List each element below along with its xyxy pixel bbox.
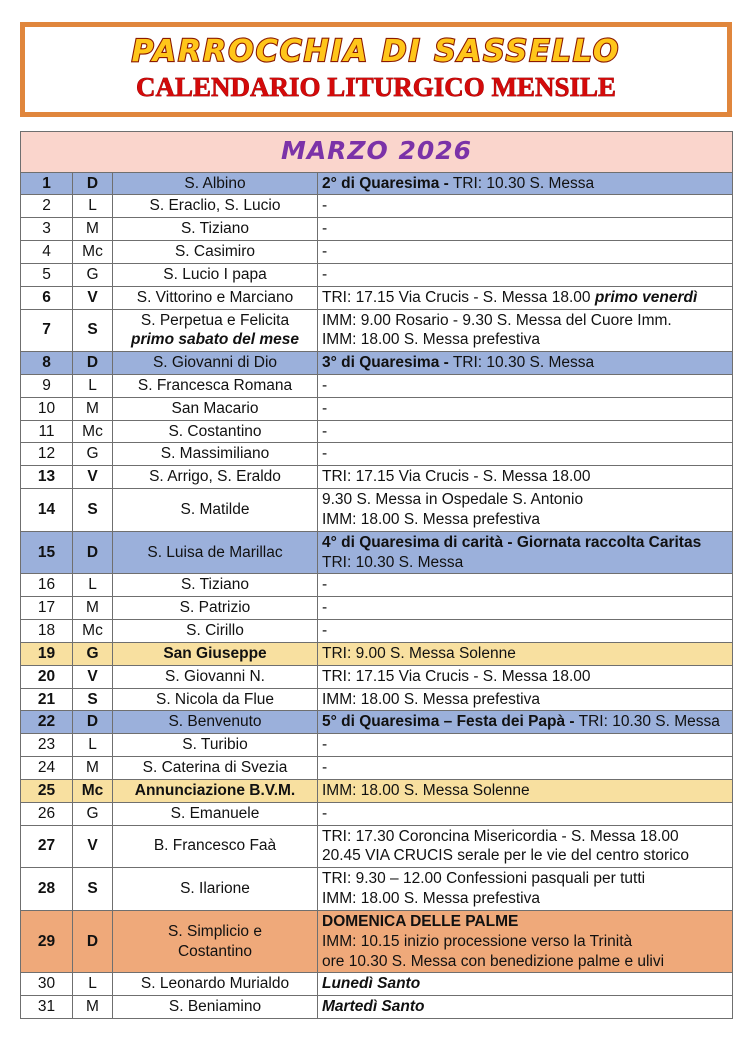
events-cell (318, 489, 733, 532)
weekday-letter-cell: L (73, 973, 113, 996)
event-line: IMM: 10.15 inizio processione verso la Trinità (322, 932, 633, 950)
calendar-row (21, 996, 733, 1019)
events-cell (318, 375, 733, 398)
saint-name-line: S. Leonardo Murialdo (140, 975, 290, 993)
page-subtitle: CALENDARIO LITURGICO MENSILE (135, 71, 617, 102)
event-line: DOMENICA DELLE PALME (322, 912, 519, 930)
saint-name-line: S. Albino (184, 174, 246, 192)
weekday-letter-cell: L (73, 574, 113, 597)
saint-name-line: S. Caterina di Svezia (142, 759, 288, 777)
calendar-row (21, 665, 733, 688)
calendar-row (21, 263, 733, 286)
day-number-cell: 10 (21, 397, 73, 420)
day-number-cell: 14 (21, 489, 73, 532)
calendar-row (21, 397, 733, 420)
saint-name-cell (113, 466, 318, 489)
calendar-row (21, 531, 733, 574)
saint-name-cell (113, 263, 318, 286)
saint-name-line: S. Lucio I papa (163, 265, 267, 283)
weekday-letter-cell: Mc (73, 779, 113, 802)
events-cell (318, 973, 733, 996)
saint-name-line: S. Casimiro (174, 243, 256, 261)
saint-name-line: San Macario (171, 399, 259, 417)
saint-name-line: S. Benvenuto (168, 713, 262, 731)
calendar-row (21, 286, 733, 309)
events-cell (318, 574, 733, 597)
saint-name-cell (113, 241, 318, 264)
saint-name-cell (113, 531, 318, 574)
events-cell (318, 397, 733, 420)
event-line: - (322, 197, 328, 215)
calendar-row (21, 195, 733, 218)
saint-name-cell (113, 195, 318, 218)
day-number-cell: 31 (21, 996, 73, 1019)
day-number-cell: 7 (21, 309, 73, 352)
weekday-letter-cell: D (73, 531, 113, 574)
saint-name-line: S. Perpetua e Felicita (140, 311, 290, 329)
event-line: IMM: 9.00 Rosario - 9.30 S. Messa del Cuore Imm. (322, 311, 672, 329)
event-line: TRI: 9.30 – 12.00 Confessioni pasquali per tutti (322, 870, 646, 888)
saint-name-cell (113, 597, 318, 620)
event-line: - (322, 736, 328, 754)
event-line: - (322, 576, 328, 594)
calendar-row (21, 825, 733, 868)
saint-name-line: S. Simplicio e (168, 922, 262, 940)
event-line: 3° di Quaresima - TRI: 10.30 S. Messa (322, 354, 595, 372)
events-cell (318, 420, 733, 443)
event-line: IMM: 18.00 S. Messa prefestiva (322, 890, 540, 908)
day-number-cell: 22 (21, 711, 73, 734)
saint-name-cell (113, 443, 318, 466)
calendar-row (21, 779, 733, 802)
day-number-cell: 30 (21, 973, 73, 996)
saint-name-line: S. Luisa de Marillac (147, 543, 283, 561)
day-number-cell: 12 (21, 443, 73, 466)
saint-name-line: S. Tiziano (180, 576, 250, 594)
day-number-cell: 13 (21, 466, 73, 489)
events-cell (318, 597, 733, 620)
saint-name-cell (113, 397, 318, 420)
events-cell (318, 443, 733, 466)
saint-name-cell (113, 802, 318, 825)
weekday-letter-cell: D (73, 172, 113, 195)
event-line: TRI: 9.00 S. Messa Solenne (322, 644, 516, 662)
event-line: - (322, 599, 328, 617)
saint-name-cell (113, 779, 318, 802)
weekday-letter-cell: M (73, 597, 113, 620)
saint-name-cell (113, 757, 318, 780)
saint-name-line: S. Turibio (182, 736, 248, 754)
events-cell (318, 757, 733, 780)
saint-name-line: S. Ilarione (180, 880, 250, 898)
day-number-cell: 11 (21, 420, 73, 443)
day-number-cell: 29 (21, 910, 73, 972)
events-cell (318, 218, 733, 241)
events-cell (318, 241, 733, 264)
day-number-cell: 9 (21, 375, 73, 398)
saint-name-cell (113, 996, 318, 1019)
weekday-letter-cell: G (73, 263, 113, 286)
event-line: 4° di Quaresima di carità - Giornata raccolta Caritas (322, 533, 702, 551)
event-line: - (322, 377, 328, 394)
month-label-cell (21, 131, 733, 172)
calendar-row (21, 802, 733, 825)
day-number-cell: 19 (21, 642, 73, 665)
event-line: TRI: 17.15 Via Crucis - S. Messa 18.00 (322, 667, 591, 685)
event-line: - (322, 759, 328, 777)
events-cell (318, 172, 733, 195)
weekday-letter-cell: Mc (73, 420, 113, 443)
day-number-cell: 21 (21, 688, 73, 711)
event-line: ore 10.30 S. Messa con benedizione palme e ulivi (322, 952, 665, 970)
calendar-row (21, 642, 733, 665)
event-line: - (322, 422, 328, 440)
events-cell (318, 620, 733, 643)
events-cell (318, 309, 733, 352)
saint-name-line: S. Giovanni di Dio (152, 354, 278, 372)
event-line: IMM: 18.00 S. Messa prefestiva (322, 510, 540, 528)
day-number-cell: 5 (21, 263, 73, 286)
weekday-letter-cell: D (73, 352, 113, 375)
calendar-row (21, 973, 733, 996)
event-line: TRI: 10.30 S. Messa (322, 553, 464, 571)
events-cell (318, 996, 733, 1019)
event-line: TRI: 17.30 Coroncina Misericordia - S. Messa 18.00 (322, 827, 679, 845)
events-cell (318, 868, 733, 911)
weekday-letter-cell: G (73, 443, 113, 466)
events-cell (318, 665, 733, 688)
events-cell (318, 263, 733, 286)
saint-name-cell (113, 574, 318, 597)
calendar-row (21, 420, 733, 443)
events-cell (318, 802, 733, 825)
event-line: Martedì Santo (322, 998, 425, 1016)
saint-name-cell (113, 642, 318, 665)
event-line: - (322, 243, 328, 261)
event-line: - (322, 220, 328, 238)
saint-name-cell (113, 489, 318, 532)
events-cell (318, 688, 733, 711)
saint-name-line: S. Eraclio, S. Lucio (149, 197, 281, 215)
day-number-cell: 23 (21, 734, 73, 757)
events-cell (318, 642, 733, 665)
month-header-row (21, 131, 733, 172)
saint-name-line: Annunciazione B.V.M. (134, 781, 296, 799)
weekday-letter-cell: V (73, 466, 113, 489)
day-number-cell: 4 (21, 241, 73, 264)
day-number-cell: 17 (21, 597, 73, 620)
saint-name-subline: Costantino (177, 942, 253, 960)
weekday-letter-cell: L (73, 734, 113, 757)
day-number-cell: 26 (21, 802, 73, 825)
weekday-letter-cell: S (73, 309, 113, 352)
saint-name-cell (113, 734, 318, 757)
saint-name-cell (113, 711, 318, 734)
events-cell (318, 531, 733, 574)
saint-name-cell (113, 309, 318, 352)
calendar-table-wrapper (20, 131, 732, 1019)
day-number-cell: 18 (21, 620, 73, 643)
day-number-cell: 24 (21, 757, 73, 780)
events-cell (318, 910, 733, 972)
day-number-cell: 20 (21, 665, 73, 688)
calendar-row (21, 757, 733, 780)
liturgical-calendar-table (20, 131, 733, 1019)
day-number-cell: 28 (21, 868, 73, 911)
weekday-letter-cell: D (73, 910, 113, 972)
weekday-letter-cell: M (73, 397, 113, 420)
event-line: - (322, 622, 328, 640)
calendar-row (21, 489, 733, 532)
calendar-row (21, 597, 733, 620)
weekday-letter-cell: V (73, 825, 113, 868)
calendar-row (21, 868, 733, 911)
calendar-row (21, 375, 733, 398)
events-cell (318, 286, 733, 309)
weekday-letter-cell: L (73, 375, 113, 398)
event-line: - (322, 445, 328, 463)
weekday-letter-cell: D (73, 711, 113, 734)
saint-name-line: S. Beniamino (168, 998, 262, 1016)
day-number-cell: 6 (21, 286, 73, 309)
calendar-row (21, 443, 733, 466)
events-cell (318, 352, 733, 375)
day-number-cell: 16 (21, 574, 73, 597)
header-banner (20, 22, 732, 117)
event-line: IMM: 18.00 S. Messa Solenne (322, 781, 530, 799)
saint-name-line: S. Arrigo, S. Eraldo (149, 468, 281, 486)
events-cell (318, 779, 733, 802)
saint-name-line: S. Vittorino e Marciano (136, 288, 294, 306)
saint-name-line: San Giuseppe (163, 644, 267, 662)
day-number-cell: 15 (21, 531, 73, 574)
saint-name-cell (113, 973, 318, 996)
day-number-cell: 8 (21, 352, 73, 375)
event-line: - (322, 399, 328, 417)
weekday-letter-cell: S (73, 868, 113, 911)
calendar-row (21, 711, 733, 734)
saint-name-cell (113, 218, 318, 241)
event-line: 20.45 VIA CRUCIS serale per le vie del centro storico (322, 847, 690, 865)
day-number-cell: 25 (21, 779, 73, 802)
event-line: Lunedì Santo (322, 975, 421, 993)
events-cell (318, 825, 733, 868)
saint-name-cell (113, 825, 318, 868)
saint-name-line: S. Cirillo (186, 622, 244, 640)
saint-name-cell (113, 910, 318, 972)
weekday-letter-cell: M (73, 757, 113, 780)
events-cell (318, 466, 733, 489)
weekday-letter-cell: S (73, 489, 113, 532)
saint-name-line: S. Tiziano (180, 220, 250, 238)
event-line: 9.30 S. Messa in Ospedale S. Antonio (322, 491, 584, 509)
saint-name-cell (113, 352, 318, 375)
weekday-letter-cell: Mc (73, 241, 113, 264)
events-cell (318, 711, 733, 734)
weekday-letter-cell: V (73, 286, 113, 309)
calendar-row (21, 352, 733, 375)
saint-name-cell (113, 172, 318, 195)
saint-name-line: S. Massimiliano (160, 445, 270, 463)
day-number-cell: 1 (21, 172, 73, 195)
saint-name-subline: primo sabato del mese (131, 331, 299, 349)
calendar-row (21, 172, 733, 195)
saint-name-cell (113, 620, 318, 643)
weekday-letter-cell: M (73, 218, 113, 241)
saint-name-cell (113, 420, 318, 443)
saint-name-line: S. Francesca Romana (137, 377, 293, 394)
event-line: - (322, 804, 328, 822)
calendar-row (21, 574, 733, 597)
weekday-letter-cell: V (73, 665, 113, 688)
saint-name-line: S. Nicola da Flue (155, 690, 275, 708)
weekday-letter-cell: L (73, 195, 113, 218)
events-cell (318, 734, 733, 757)
day-number-cell: 27 (21, 825, 73, 868)
page-title: PARROCCHIA DI SASSELLO (131, 34, 621, 69)
saint-name-cell (113, 665, 318, 688)
saint-name-cell (113, 688, 318, 711)
events-cell (318, 195, 733, 218)
month-label: MARZO 2026 (280, 135, 473, 165)
event-line: TRI: 17.15 Via Crucis - S. Messa 18.00 (322, 468, 591, 486)
weekday-letter-cell: S (73, 688, 113, 711)
event-line: TRI: 17.15 Via Crucis - S. Messa 18.00 primo venerdì (322, 288, 698, 306)
saint-name-cell (113, 868, 318, 911)
saint-name-line: S. Costantino (168, 422, 262, 440)
calendar-row (21, 466, 733, 489)
calendar-row (21, 910, 733, 972)
event-line: 5° di Quaresima – Festa dei Papà - TRI: 10.30 S. Messa (322, 713, 720, 731)
day-number-cell: 3 (21, 218, 73, 241)
calendar-row (21, 309, 733, 352)
weekday-letter-cell: Mc (73, 620, 113, 643)
event-line: IMM: 18.00 S. Messa prefestiva (322, 690, 540, 708)
saint-name-cell (113, 375, 318, 398)
saint-name-line: S. Emanuele (170, 804, 260, 822)
weekday-letter-cell: G (73, 802, 113, 825)
day-number-cell: 2 (21, 195, 73, 218)
calendar-row (21, 734, 733, 757)
event-line: 2° di Quaresima - TRI: 10.30 S. Messa (322, 174, 595, 192)
saint-name-line: S. Matilde (180, 501, 250, 519)
calendar-row (21, 688, 733, 711)
calendar-row (21, 218, 733, 241)
saint-name-line: S. Giovanni N. (165, 667, 265, 685)
weekday-letter-cell: G (73, 642, 113, 665)
saint-name-line: B. Francesco Faà (153, 837, 277, 855)
weekday-letter-cell: M (73, 996, 113, 1019)
event-line: - (322, 265, 328, 283)
saint-name-line: S. Patrizio (179, 599, 251, 617)
saint-name-cell (113, 286, 318, 309)
calendar-row (21, 241, 733, 264)
calendar-row (21, 620, 733, 643)
event-line: IMM: 18.00 S. Messa prefestiva (322, 331, 540, 349)
